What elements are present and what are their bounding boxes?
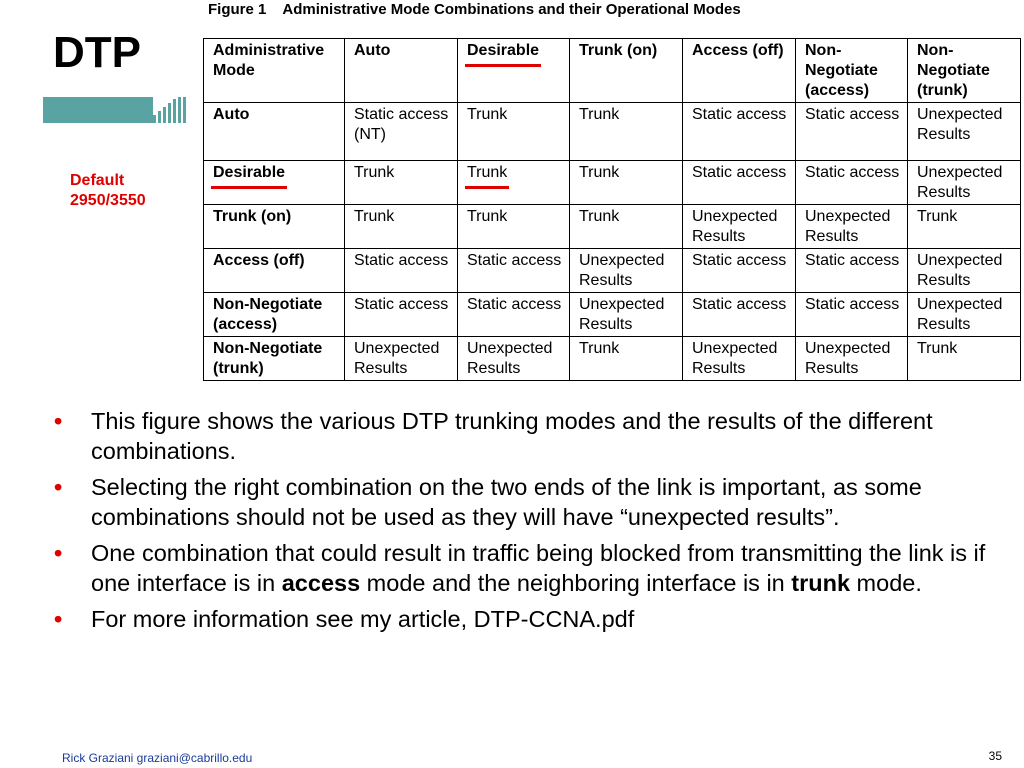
figure-label: Figure 1 <box>208 1 267 18</box>
table-cell: Trunk <box>345 161 458 205</box>
bold-keyword-access: access <box>281 570 361 596</box>
bullet-text-part: mode and the neighboring interface is in <box>360 570 792 596</box>
header-cell: Auto <box>345 39 458 103</box>
figure-title: Administrative Mode Combinations and their Operational Modes <box>282 1 741 18</box>
table-cell: Unexpected Results <box>683 205 796 249</box>
bullet-text: For more information see my article, DTP-CCNA.pdf <box>91 606 635 632</box>
table-cell: Unexpected Results <box>796 337 908 381</box>
bullet-text-part: One combination that could result in traffic being blocked from transmitting the link is if one interface is in <box>91 540 986 596</box>
header-cell: Trunk (on) <box>570 39 683 103</box>
table-cell: Unexpected Results <box>796 205 908 249</box>
table-cell: Trunk <box>908 205 1021 249</box>
table-row <box>204 337 1021 381</box>
logo-solid-bar <box>43 97 153 123</box>
header-cell: Access (off) <box>683 39 796 103</box>
bullet-list <box>54 406 1004 640</box>
table-cell: Trunk <box>458 103 570 161</box>
default-note-line1: Default <box>70 172 125 189</box>
default-platform-note <box>70 171 146 211</box>
table-cell: Static access <box>683 161 796 205</box>
table-cell: Trunk <box>570 103 683 161</box>
footer-author: Rick Graziani graziani@cabrillo.edu <box>62 751 253 765</box>
logo-stripe <box>163 107 166 123</box>
bullet-dot-icon: • <box>54 606 63 632</box>
table-cell: Static access <box>458 293 570 337</box>
row-header-cell <box>204 161 345 205</box>
row-header-cell: Trunk (on) <box>204 205 345 249</box>
table-cell: Static access <box>345 249 458 293</box>
logo-stripe <box>153 115 156 123</box>
row-header-cell: Access (off) <box>204 249 345 293</box>
table-cell: Static access <box>796 249 908 293</box>
table-cell: Unexpected Results <box>908 103 1021 161</box>
logo-stripe <box>173 99 176 123</box>
table-cell: Static access <box>796 293 908 337</box>
bullet-dot-icon: • <box>54 474 63 500</box>
decorative-bar-logo <box>43 97 188 123</box>
default-note-line2: 2950/3550 <box>70 192 146 209</box>
table-cell: Static access <box>683 293 796 337</box>
table-cell: Static access <box>458 249 570 293</box>
bullet-dot-icon: • <box>54 540 63 566</box>
bullet-text <box>91 540 985 596</box>
underlined-desirable-header: Desirable <box>467 42 540 59</box>
mode-combination-table <box>203 38 1021 381</box>
underlined-desirable-row: Desirable <box>213 164 286 181</box>
bold-keyword-trunk: trunk <box>791 570 851 596</box>
table-cell: Trunk <box>345 205 458 249</box>
table-cell <box>458 161 570 205</box>
header-cell: Non-Negotiate (access) <box>796 39 908 103</box>
row-header-cell: Auto <box>204 103 345 161</box>
row-header-cell: Non-Negotiate (access) <box>204 293 345 337</box>
logo-stripe <box>168 103 171 123</box>
table-cell: Unexpected Results <box>908 161 1021 205</box>
table-cell: Unexpected Results <box>570 293 683 337</box>
table-cell: Trunk <box>570 337 683 381</box>
logo-stripe <box>183 97 186 123</box>
table-cell: Unexpected Results <box>683 337 796 381</box>
row-header-cell: Non-Negotiate (trunk) <box>204 337 345 381</box>
figure-caption <box>208 1 741 18</box>
table-cell: Unexpected Results <box>458 337 570 381</box>
table-cell: Static access <box>683 249 796 293</box>
page-number: 35 <box>988 749 1002 763</box>
header-cell: Non-Negotiate (trunk) <box>908 39 1021 103</box>
table-row <box>204 293 1021 337</box>
table-row <box>204 161 1021 205</box>
table-cell: Trunk <box>570 161 683 205</box>
table-cell: Trunk <box>908 337 1021 381</box>
bullet-item <box>54 472 1004 532</box>
header-cell: Administrative Mode <box>204 39 345 103</box>
table-cell: Static access <box>683 103 796 161</box>
logo-stripe <box>158 111 161 123</box>
bullet-item <box>54 406 1004 466</box>
bullet-text: Selecting the right combination on the two ends of the link is important, as some combinations should not be used as they will have “unexpected results”. <box>91 474 922 530</box>
table-cell: Trunk <box>570 205 683 249</box>
table-cell: Unexpected Results <box>908 293 1021 337</box>
table-cell: Unexpected Results <box>908 249 1021 293</box>
table-row <box>204 249 1021 293</box>
table-row <box>204 205 1021 249</box>
table-cell: Static access <box>796 161 908 205</box>
underlined-trunk-cell: Trunk <box>467 164 508 181</box>
slide-title: DTP <box>53 28 141 77</box>
table-cell: Unexpected Results <box>570 249 683 293</box>
bullet-item <box>54 604 1004 634</box>
table-cell: Trunk <box>458 205 570 249</box>
table-cell: Static access <box>345 293 458 337</box>
table-cell: Static access (NT) <box>345 103 458 161</box>
table-cell: Static access <box>796 103 908 161</box>
logo-stripe <box>178 97 181 123</box>
bullet-text-part: mode. <box>850 570 922 596</box>
bullet-item <box>54 538 1004 598</box>
bullet-dot-icon: • <box>54 408 63 434</box>
header-cell <box>458 39 570 103</box>
bullet-text: This figure shows the various DTP trunking modes and the results of the different combinations. <box>91 408 933 464</box>
table-cell: Unexpected Results <box>345 337 458 381</box>
table-row <box>204 103 1021 161</box>
table-header-row <box>204 39 1021 103</box>
logo-stripes <box>153 97 188 123</box>
